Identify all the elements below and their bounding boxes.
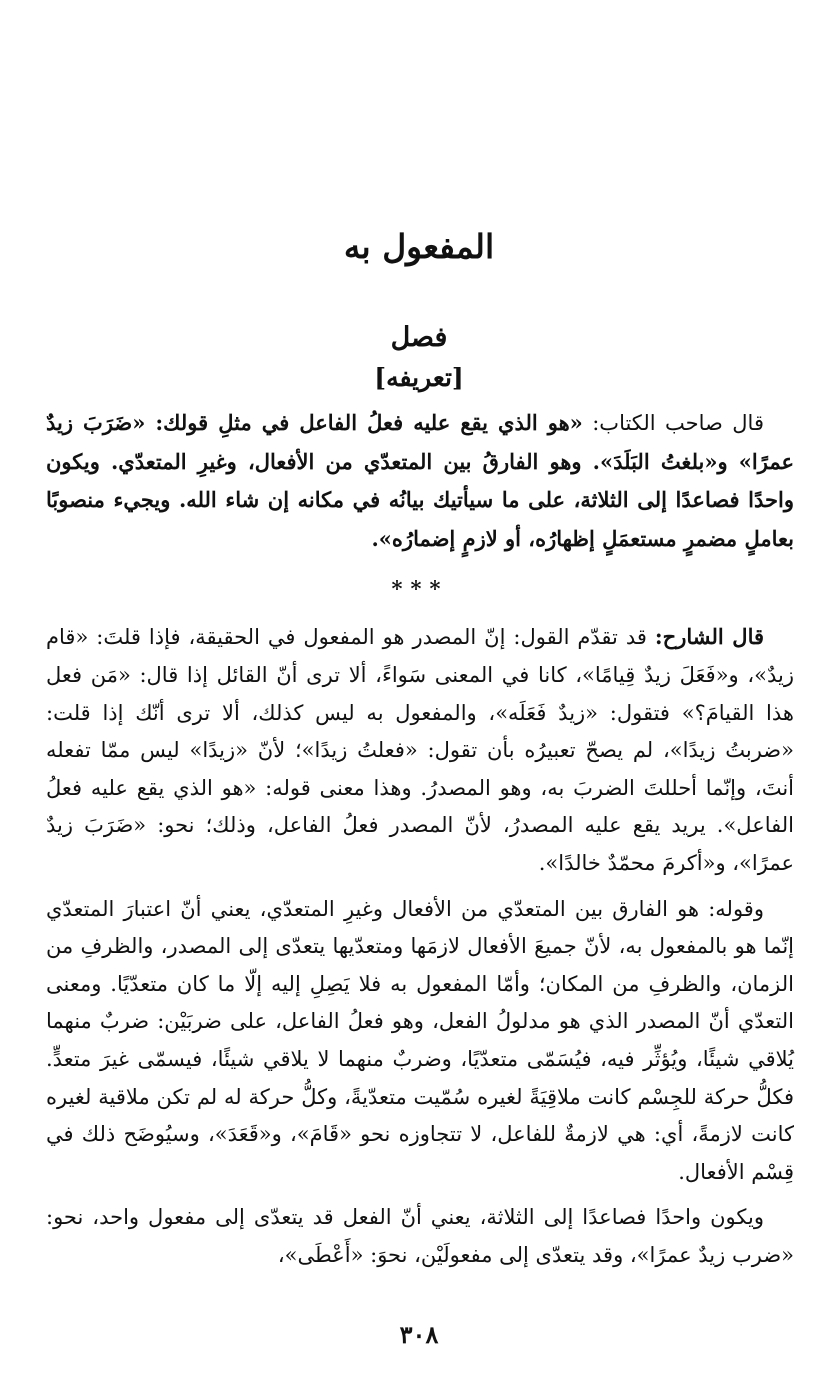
section-title: فصل xyxy=(390,322,448,353)
sharh-label: قال الشارح: xyxy=(654,624,765,650)
sharh-paragraph-3: ويكون واحدًا فصاعدًا إلى الثلاثة، يعني أنّ الفعل قد يتعدّى إلى مفعول واحد، نحو: «ضرب زيدٌ عمرًا»، وقد يتعدّى إلى مفعولَيْن، نحوَ: «أَعْطَى»، xyxy=(46,1205,794,1267)
matn-intro: قال صاحب الكتاب: xyxy=(582,411,764,435)
matn-paragraph xyxy=(46,404,794,558)
sharh-text-1: قد تقدّم القول: إنّ المصدر هو المفعول في الحقيقة، فإذا قلتَ: «قام زيدٌ»، و«فَعَلَ زيدٌ قِيامًا»، كانا في المعنى سَواءً، ألا ترى أنّ القائل إذا قال: «مَن فعل هذا القيامَ؟» فتقول: «زيدٌ فَعَلَه»، والمفعول به ليس كذلك، ألا ترى أنّك إذا قلت: «ضربتُ زيدًا»، لم يصحّ تعبيرُه بأن تقول: «فعلتُ زيدًا»؛ لأنّ «زيدًا» ليس ممّا تفعله أنتَ، وإنّما أحللتَ الضربَ به، وهو المصدرُ. وهذا معنى قوله: «هو الذي يقع عليه فعلُ الفاعل». يريد يقع عليه المصدرُ، لأنّ المصدر فعلُ الفاعل، وذلك؛ نحو: «ضَرَبَ زيدٌ عمرًا»، و«أكرمَ محمّدٌ خالدًا». xyxy=(46,625,794,875)
sharh-paragraph-1 xyxy=(46,618,794,882)
section-separator: *** xyxy=(391,576,449,602)
section-subtitle: [تعريفه] xyxy=(374,363,464,392)
chapter-title: المفعول به xyxy=(343,227,495,266)
body-text xyxy=(46,404,794,1274)
page-number: ٣٠٨ xyxy=(399,1320,439,1349)
matn-text: «هو الذي يقع عليه فعلُ الفاعل في مثلِ قولك: «ضَرَبَ زيدٌ عمرًا» و«بلغتُ البَلَدَ». وهو الفارقُ بين المتعدّي من الأفعال، وغيرِ المتعدّي. ويكون واحدًا فصاعدًا إلى الثلاثة، على ما سيأتيك بيانُه في مكانه إن شاء الله. ويجيء منصوبًا بعاملٍ مضمرٍ مستعمَلٍ إظهارُه، أو لازمٍ إضمارُه». xyxy=(46,410,794,551)
sharh-paragraph-2: وقوله: هو الفارق بين المتعدّي من الأفعال وغيرِ المتعدّي، يعني أنّ اعتبارَ المتعدّي إنّما هو بالمفعول به، لأنّ جميعَ الأفعال لازمَها ومتعدّيها يتعدّى إلى المصدر، والظرفِ من الزمان، والظرفِ من المكان؛ وأمّا المفعول به فلا يَصِلِ إليه إلّا ما كان متعدّيًا. ومعنى التعدّي أنّ المصدر الذي هو مدلولُ الفعل، وهو فعلُ الفاعل، على ضربَيْن: ضربٌ منهما يُلاقي شيئًا، ويُؤثِّر فيه، فيُسَمّى متعدّيًا، وضربٌ منهما لا يلاقي شيئًا، فيسمّى غيرَ متعدٍّ. فكلُّ حركة للجِسْم كانت ملاقِيَةً لغيره سُمّيت متعدّيةً، وكلُّ حركة له لم تكن ملاقية لغيره كانت لازمةً، أي: هي لازمةٌ للفاعل، لا تتجاوزه نحو «قَامَ»، و«قَعَدَ»، وسيُوضَح ذلك في قِسْم الأفعال. xyxy=(46,896,794,1184)
